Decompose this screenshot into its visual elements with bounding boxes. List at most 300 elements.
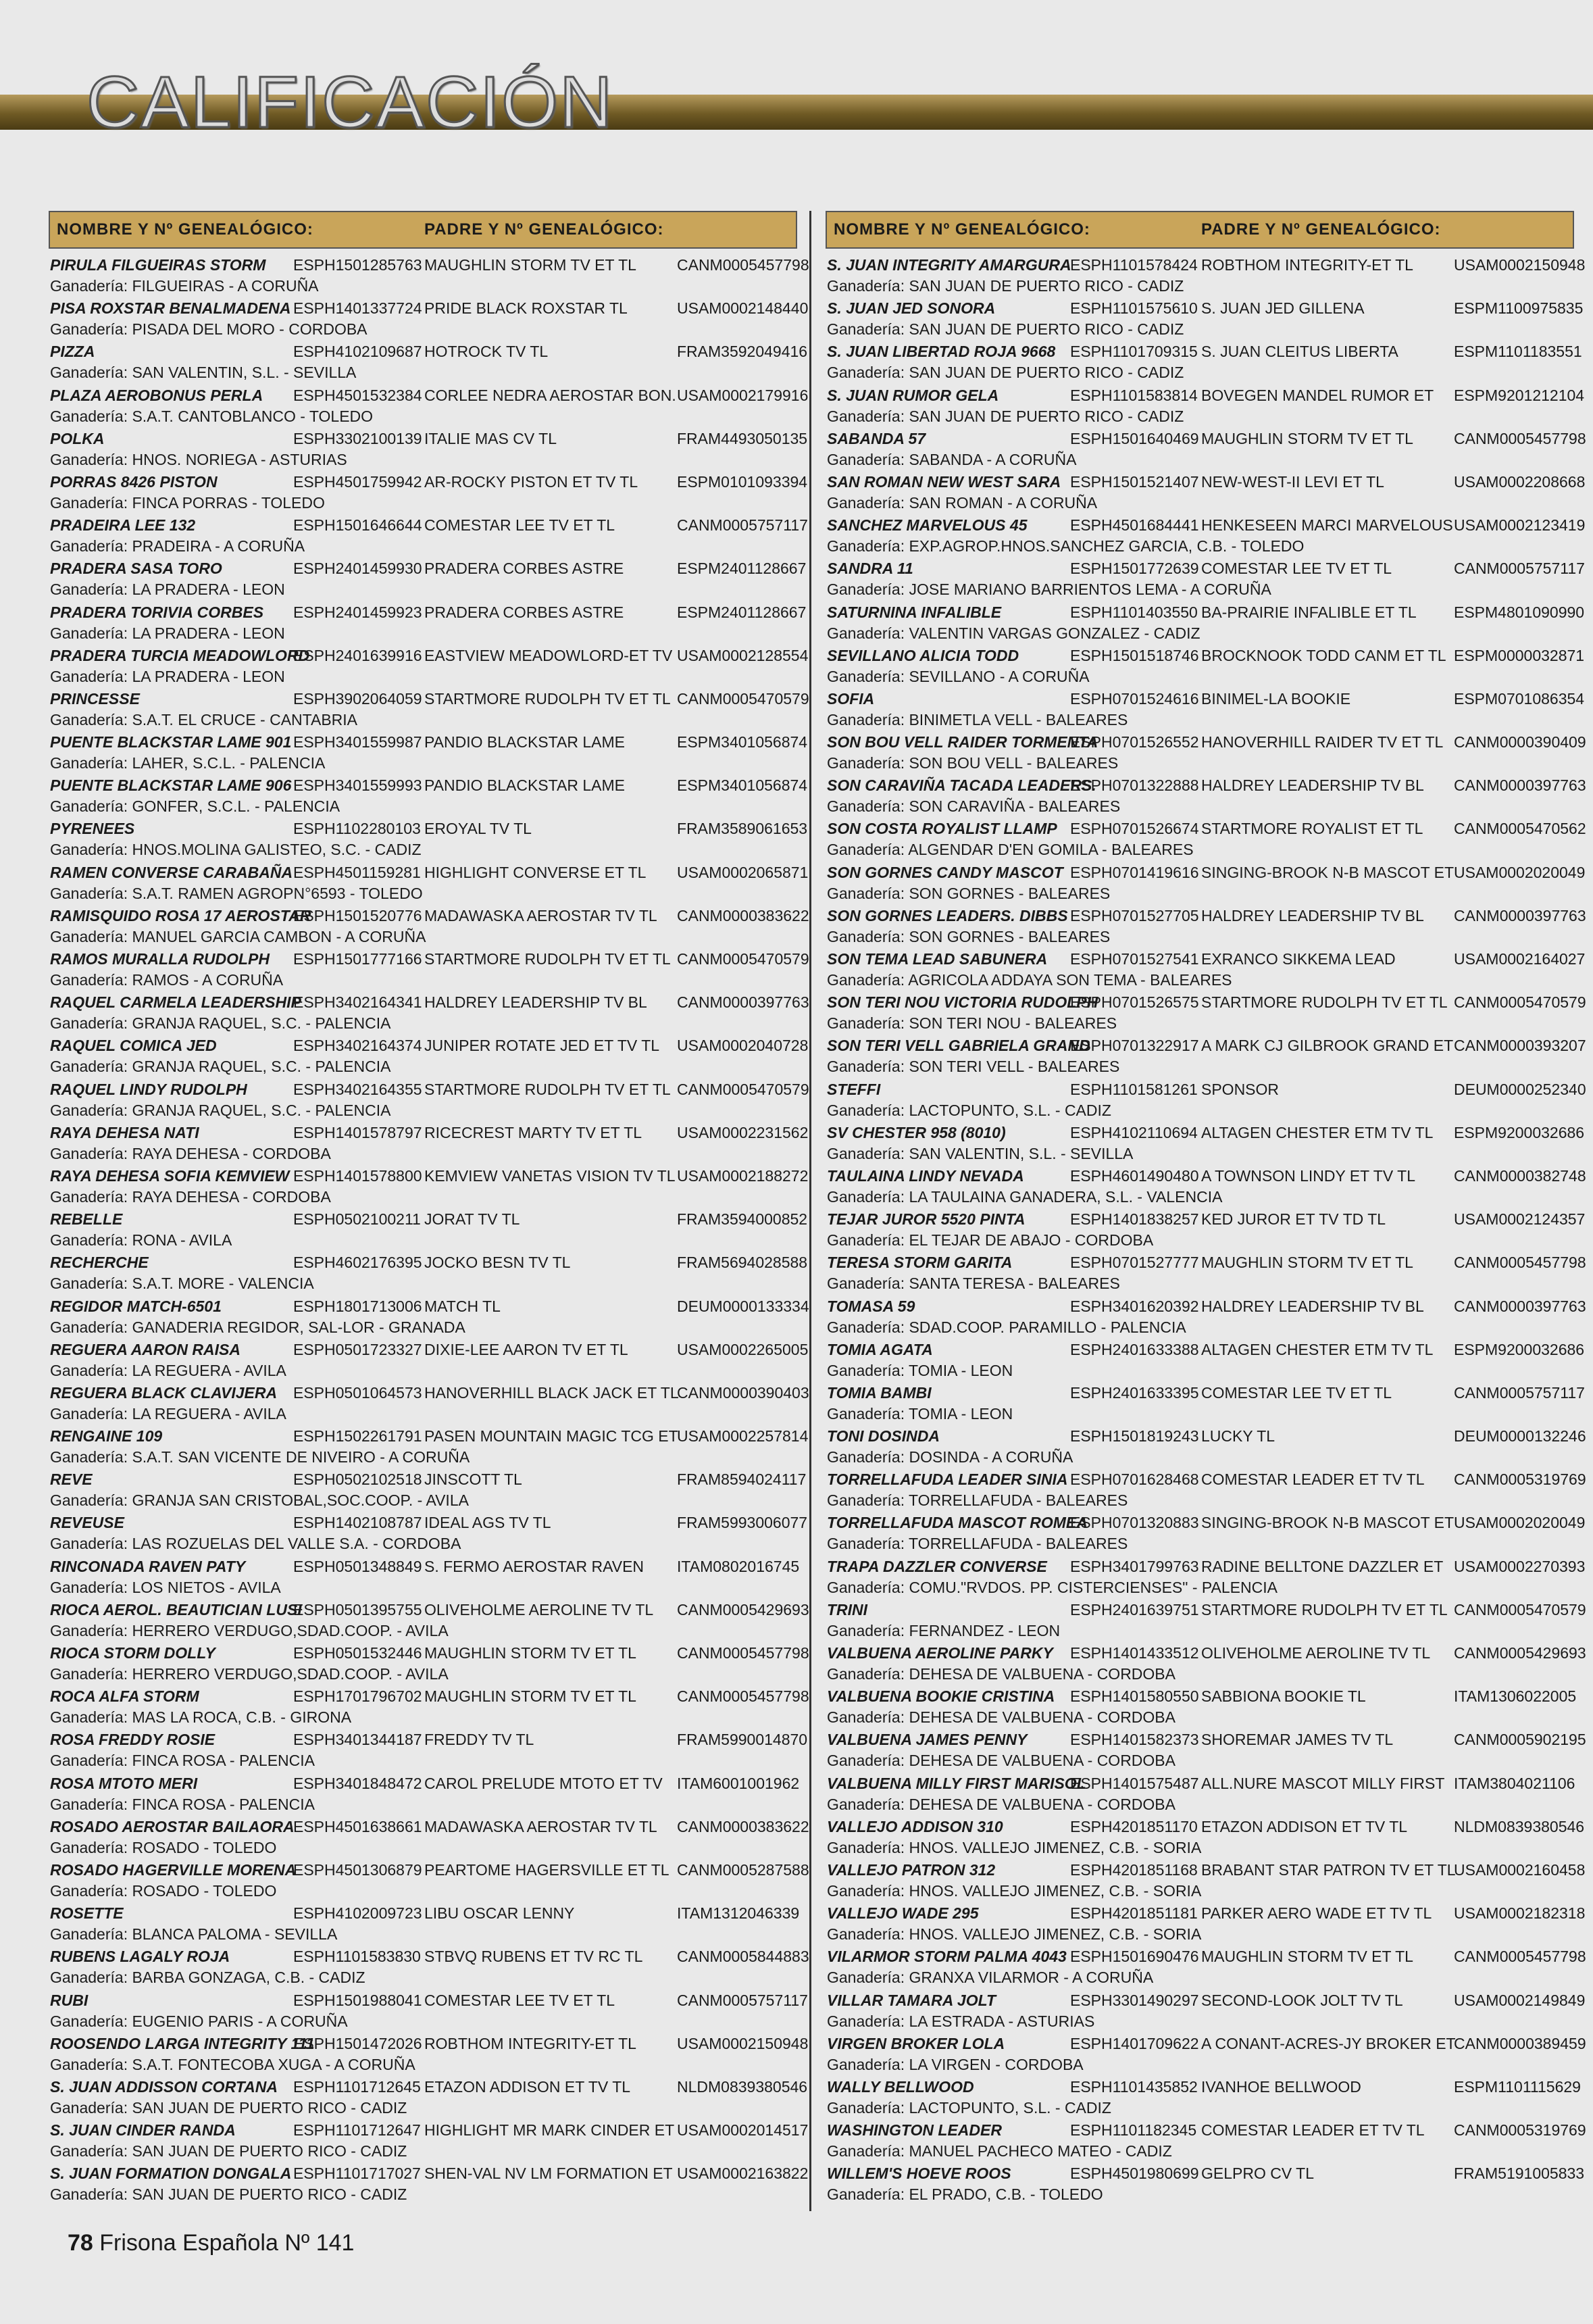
breeder-line: Ganadería: ROSADO - TOLEDO — [50, 1881, 277, 1900]
animal-entry — [826, 1946, 1586, 1989]
sire-name: ITALIE MAS CV TL — [424, 429, 557, 447]
animal-registry: ESPH0701526674 — [1070, 820, 1199, 838]
entry-main-line — [826, 645, 1585, 666]
sire-registry: CANM0000389459 — [1454, 2034, 1586, 2052]
animal-entry — [49, 1859, 809, 1902]
sire-registry: CANM0000390409 — [1454, 733, 1586, 751]
sire-registry: ESPM1101115629 — [1454, 2077, 1581, 2096]
sire-name: COMESTAR LEE TV ET TL — [424, 516, 615, 535]
animal-registry: ESPH0502100211 — [293, 1210, 421, 1229]
sire-name: COMESTAR LEE TV ET TL — [1201, 1383, 1392, 1402]
breeder-line: Ganadería: EUGENIO PARIS - A CORUÑA — [50, 2012, 348, 2030]
animal-registry: ESPH1501988041 — [293, 1991, 422, 2009]
sire-registry: USAM0002128554 — [677, 646, 809, 664]
animal-registry: ESPH1401337724 — [293, 299, 422, 318]
sire-name: SABBIONA BOOKIE TL — [1201, 1687, 1366, 1706]
sire-name: BA-PRAIRIE INFALIBLE ET TL — [1201, 603, 1417, 621]
animal-entry — [49, 1642, 809, 1685]
entry-main-line — [826, 558, 1585, 579]
entry-main-line — [49, 1468, 807, 1490]
sire-name: MATCH TL — [424, 1297, 501, 1315]
animal-name: RENGAINE 109 — [50, 1427, 163, 1445]
animal-entry — [49, 254, 809, 297]
sire-name: ALL.NURE MASCOT MILLY FIRST — [1201, 1774, 1445, 1792]
animal-entry — [826, 1079, 1586, 1122]
animal-name: RAQUEL COMICA JED — [50, 1037, 217, 1055]
sire-registry: USAM0002150948 — [677, 2034, 809, 2052]
animal-name: RAMOS MURALLA RUDOLPH — [50, 950, 270, 968]
breeder-line: Ganadería: LA VIRGEN - CORDOBA — [827, 2055, 1084, 2073]
animal-entry — [826, 385, 1585, 428]
sire-registry: ESPM3401056874 — [677, 733, 808, 751]
animal-registry: ESPH1101717027 — [293, 2165, 421, 2183]
sire-name: PRADERA CORBES ASTRE — [424, 560, 624, 578]
animal-entry — [826, 1816, 1585, 1859]
breeder-line: Ganadería: SAN JUAN DE PUERTO RICO - CADIZ — [50, 2185, 407, 2204]
animal-registry: ESPH3402164341 — [293, 993, 422, 1012]
sire-name: SECOND-LOOK JOLT TV TL — [1201, 1991, 1403, 2009]
entry-main-line — [826, 1295, 1586, 1317]
breeder-line: Ganadería: DEHESA DE VALBUENA - CORDOBA — [827, 1665, 1175, 1683]
entry-main-line — [49, 2033, 809, 2054]
sire-registry: USAM0002014517 — [677, 2121, 809, 2140]
animal-entry — [49, 1468, 807, 1512]
animal-name: VALBUENA MILLY FIRST MARISOL — [827, 1774, 1086, 1792]
sire-registry: CANM0005457798 — [677, 256, 809, 274]
animal-registry: ESPH1501690476 — [1070, 1948, 1199, 1966]
entry-main-line — [826, 1685, 1577, 1707]
sire-name: JORAT TV TL — [424, 1210, 520, 1229]
animal-entry — [826, 645, 1585, 688]
sire-name: SHEN-VAL NV LM FORMATION ET — [424, 2165, 673, 2183]
sire-registry: CANM0005757117 — [677, 516, 808, 535]
breeder-line: Ganadería: LACTOPUNTO, S.L. - CADIZ — [827, 2098, 1111, 2117]
animal-name: PYRENEES — [50, 820, 135, 838]
entry-main-line — [826, 1729, 1586, 1750]
animal-registry: ESPH3401559987 — [293, 733, 422, 751]
animal-name: PUENTE BLACKSTAR LAME 901 — [50, 733, 292, 751]
animal-name: PRADERA TURCIA MEADOWLORD — [50, 646, 310, 664]
animal-entry — [826, 1685, 1577, 1729]
breeder-line: Ganadería: SON GORNES - BALEARES — [827, 927, 1111, 945]
entry-main-line — [49, 1729, 808, 1750]
animal-entry — [49, 991, 809, 1035]
animal-entry — [826, 1339, 1585, 1382]
breeder-line: Ganadería: ROSADO - TOLEDO — [50, 1838, 277, 1856]
sire-name: COMESTAR LEADER ET TV TL — [1201, 2121, 1425, 2140]
breeder-line: Ganadería: EL PRADO, C.B. - TOLEDO — [827, 2185, 1103, 2204]
sire-name: HALDREY LEADERSHIP TV BL — [1201, 906, 1424, 924]
sire-name: CORLEE NEDRA AEROSTAR BON. — [424, 386, 676, 404]
entry-main-line — [49, 385, 809, 406]
breeder-line: Ganadería: SON CARAVIÑA - BALEARES — [827, 797, 1121, 816]
entry-main-line — [826, 1425, 1586, 1447]
animal-registry: ESPH1401580550 — [1070, 1687, 1199, 1706]
sire-name: ROBTHOM INTEGRITY-ET TL — [424, 2034, 636, 2052]
animal-name: ROCA ALFA STORM — [50, 1687, 199, 1706]
entry-main-line — [826, 2162, 1585, 2184]
entry-main-line — [826, 905, 1586, 926]
sire-name: JINSCOTT TL — [424, 1470, 522, 1489]
entry-main-line — [826, 1859, 1586, 1881]
animal-name: S. JUAN CINDER RANDA — [50, 2121, 236, 2140]
animal-registry: ESPH1502261791 — [293, 1427, 422, 1445]
sire-name: PANDIO BLACKSTAR LAME — [424, 733, 625, 751]
sire-registry: CANM0005319769 — [1454, 1470, 1586, 1489]
animal-entry — [826, 1165, 1586, 1208]
sire-registry: FRAM3594000852 — [677, 1210, 808, 1229]
breeder-line: Ganadería: COMU."RVDOS. PP. CISTERCIENSES" - PALENCIA — [827, 1578, 1278, 1596]
page-title: CALIFICACIÓN — [86, 61, 614, 143]
animal-registry: ESPH0501395755 — [293, 1600, 422, 1618]
animal-entry — [826, 1902, 1586, 1946]
entry-main-line — [826, 428, 1586, 449]
sire-registry: FRAM3589061653 — [677, 820, 808, 838]
animal-registry: ESPH3402164355 — [293, 1080, 422, 1098]
animal-name: SANDRA 11 — [827, 560, 913, 578]
animal-entry — [49, 1816, 809, 1859]
entry-main-line — [49, 1252, 808, 1273]
entry-main-line — [826, 471, 1586, 493]
animal-name: S. JUAN JED SONORA — [827, 299, 996, 318]
sire-name: BINIMEL-LA BOOKIE — [1201, 689, 1351, 708]
animal-registry: ESPH3902064059 — [293, 689, 422, 708]
animal-registry: ESPH1401433512 — [1070, 1644, 1199, 1662]
sire-registry: USAM0002179916 — [677, 386, 809, 404]
animal-name: SON CARAVIÑA TACADA LEADERS. — [827, 776, 1096, 795]
entry-main-line — [826, 774, 1586, 796]
animal-registry: ESPH2401459923 — [293, 603, 422, 621]
animal-entry — [826, 1122, 1585, 1165]
entry-main-line — [49, 1989, 808, 2011]
animal-entry — [49, 1556, 800, 1599]
sire-registry: USAM0002188272 — [677, 1166, 809, 1185]
sire-name: KED JUROR ET TV TD TL — [1201, 1210, 1386, 1229]
entry-main-line — [49, 1556, 800, 1577]
breeder-line: Ganadería: PRADEIRA - A CORUÑA — [50, 537, 305, 555]
sire-name: EROYAL TV TL — [424, 820, 532, 838]
animal-entry — [49, 1685, 809, 1729]
sire-name: HOTROCK TV TL — [424, 343, 549, 361]
animal-name: S. JUAN INTEGRITY AMARGURA — [827, 256, 1071, 274]
animal-name: RUBENS LAGALY ROJA — [50, 1948, 230, 1966]
animal-name: ROSETTE — [50, 1904, 124, 1923]
animal-name: SEVILLANO ALICIA TODD — [827, 646, 1019, 664]
animal-name: VALBUENA JAMES PENNY — [827, 1731, 1028, 1749]
animal-name: SANCHEZ MARVELOUS 45 — [827, 516, 1028, 535]
animal-name: RIOCA STORM DOLLY — [50, 1644, 216, 1662]
animal-registry: ESPH0701527705 — [1070, 906, 1199, 924]
breeder-line: Ganadería: HERRERO VERDUGO,SDAD.COOP. - AVILA — [50, 1665, 449, 1683]
animal-registry: ESPH1501640469 — [1070, 429, 1199, 447]
animal-name: WILLEM'S HOEVE ROOS — [827, 2165, 1011, 2183]
animal-name: PUENTE BLACKSTAR LAME 906 — [50, 776, 292, 795]
animal-name: TOMASA 59 — [827, 1297, 915, 1315]
sire-name: MAUGHLIN STORM TV ET TL — [1201, 1254, 1413, 1272]
entry-main-line — [49, 1425, 809, 1447]
sire-name: HANOVERHILL BLACK JACK ET TL — [424, 1383, 679, 1402]
sire-name: COMESTAR LEE TV ET TL — [424, 1991, 615, 2009]
sire-name: FREDDY TV TL — [424, 1731, 534, 1749]
breeder-line: Ganadería: RAYA DEHESA - CORDOBA — [50, 1187, 331, 1206]
animal-name: RAQUEL CARMELA LEADERSHIP — [50, 993, 301, 1012]
sire-name: CAROL PRELUDE MTOTO ET TV — [424, 1774, 663, 1792]
entry-main-line — [826, 601, 1585, 623]
breeder-line: Ganadería: EL TEJAR DE ABAJO - CORDOBA — [827, 1231, 1154, 1250]
entry-main-line — [826, 1165, 1586, 1187]
animal-registry: ESPH0701322888 — [1070, 776, 1199, 795]
animal-entry — [49, 774, 808, 818]
right-column — [826, 211, 1586, 2206]
entry-main-line — [49, 1859, 809, 1881]
sire-name: JOCKO BESN TV TL — [424, 1254, 571, 1272]
sire-registry: CANM0005470579 — [677, 1080, 809, 1098]
sire-registry: CANM0000397763 — [1454, 906, 1586, 924]
sire-name: LIBU OSCAR LENNY — [424, 1904, 575, 1923]
sire-registry: CANM0005470579 — [677, 689, 809, 708]
sire-registry: CANM0005757117 — [677, 1991, 808, 2009]
animal-entry — [49, 1946, 809, 1989]
animal-entry — [49, 2119, 809, 2162]
sire-name: EXRANCO SIKKEMA LEAD — [1201, 950, 1396, 968]
sire-registry: CANM0000383622 — [677, 1817, 809, 1835]
sire-registry: USAM0002149849 — [1454, 1991, 1586, 2009]
breeder-line: Ganadería: HNOS.MOLINA GALISTEO, S.C. - CADIZ — [50, 841, 422, 859]
sire-registry: DEUM0000252340 — [1454, 1080, 1586, 1098]
sire-name: SINGING-BROOK N-B MASCOT ET — [1201, 1514, 1454, 1532]
animal-entry — [49, 731, 808, 774]
animal-entry — [49, 1035, 809, 1078]
sire-name: ALTAGEN CHESTER ETM TV TL — [1201, 1340, 1434, 1358]
entry-main-line — [49, 341, 808, 362]
animal-name: SON TEMA LEAD SABUNERA — [827, 950, 1048, 968]
entry-main-line — [49, 991, 809, 1013]
sire-name: A TOWNSON LINDY ET TV TL — [1201, 1166, 1415, 1185]
breeder-line: Ganadería: SANTA TERESA - BALEARES — [827, 1275, 1120, 1293]
animal-registry: ESPH1101581261 — [1070, 1080, 1198, 1098]
sire-registry: ESPM9200032686 — [1454, 1123, 1585, 1141]
sire-name: S. JUAN CLEITUS LIBERTA — [1201, 343, 1398, 361]
animal-name: SON COSTA ROYALIST LLAMP — [827, 820, 1057, 838]
entry-main-line — [826, 688, 1585, 710]
breeder-line: Ganadería: GONFER, S.C.L. - PALENCIA — [50, 797, 340, 816]
animal-entry — [826, 1642, 1586, 1685]
sire-name: STARTMORE ROYALIST ET TL — [1201, 820, 1423, 838]
sire-registry: FRAM5990014870 — [677, 1731, 808, 1749]
animal-entry — [826, 1556, 1586, 1599]
animal-entry — [49, 905, 809, 948]
entry-main-line — [826, 1079, 1586, 1100]
entry-main-line — [826, 1035, 1586, 1056]
breeder-line: Ganadería: LA PRADERA - LEON — [50, 580, 285, 599]
animal-name: TERESA STORM GARITA — [827, 1254, 1013, 1272]
sire-registry: CANM0005902195 — [1454, 1731, 1586, 1749]
entry-main-line — [49, 1902, 800, 1924]
animal-registry: ESPH4201851181 — [1070, 1904, 1198, 1923]
animal-registry: ESPH1801713006 — [293, 1297, 422, 1315]
animal-registry: ESPH3302100139 — [293, 429, 422, 447]
animal-registry: ESPH4102009723 — [293, 1904, 422, 1923]
animal-entry — [826, 1035, 1586, 1078]
animal-name: VILARMOR STORM PALMA 4043 — [827, 1948, 1067, 1966]
sire-registry: NLDM0839380546 — [1454, 1817, 1585, 1835]
entry-main-line — [49, 297, 809, 319]
animal-registry: ESPH0501532446 — [293, 1644, 422, 1662]
breeder-line: Ganadería: FINCA PORRAS - TOLEDO — [50, 493, 325, 512]
sire-name: BROCKNOOK TODD CANM ET TL — [1201, 646, 1446, 664]
breeder-line: Ganadería: SAN JUAN DE PUERTO RICO - CADIZ — [827, 277, 1184, 295]
sire-name: EASTVIEW MEADOWLORD-ET TV — [424, 646, 673, 664]
sire-name: BRABANT STAR PATRON TV ET TL — [1201, 1860, 1456, 1879]
entry-main-line — [826, 1599, 1586, 1621]
sire-name: OLIVEHOLME AEROLINE TV TL — [424, 1600, 654, 1618]
entry-main-line — [826, 948, 1586, 970]
sire-registry: FRAM5694028588 — [677, 1254, 808, 1272]
entry-main-line — [826, 254, 1586, 276]
sire-name: MADAWASKA AEROSTAR TV TL — [424, 1817, 657, 1835]
entry-main-line — [49, 514, 808, 536]
animal-registry: ESPH1101182345 — [1070, 2121, 1197, 2140]
sire-name: PRADERA CORBES ASTRE — [424, 603, 624, 621]
animal-registry: ESPH0701628468 — [1070, 1470, 1199, 1489]
animal-entry — [826, 991, 1586, 1035]
animal-entry — [49, 428, 808, 471]
breeder-line: Ganadería: GRANJA RAQUEL, S.C. - PALENCIA — [50, 1058, 391, 1076]
animal-entry — [49, 1425, 809, 1468]
sire-name: PANDIO BLACKSTAR LAME — [424, 776, 625, 795]
animal-entry — [49, 1339, 809, 1382]
animal-entry — [49, 341, 808, 384]
animal-registry: ESPH4201851168 — [1070, 1860, 1198, 1879]
animal-name: ROSA MTOTO MERI — [50, 1774, 198, 1792]
animal-name: VILLAR TAMARA JOLT — [827, 1991, 996, 2009]
animal-name: VALLEJO WADE 295 — [827, 1904, 979, 1923]
animal-registry: ESPH1102280103 — [293, 820, 421, 838]
sire-name: ROBTHOM INTEGRITY-ET TL — [1201, 256, 1413, 274]
breeder-line: Ganadería: S.A.T. CANTOBLANCO - TOLEDO — [50, 407, 374, 425]
sire-registry: ESPM3401056874 — [677, 776, 808, 795]
animal-name: TONI DOSINDA — [827, 1427, 940, 1445]
entry-main-line — [49, 601, 807, 623]
breeder-line: Ganadería: HERRERO VERDUGO,SDAD.COOP. - AVILA — [50, 1621, 449, 1639]
animal-entry — [826, 1512, 1586, 1555]
animal-registry: ESPH1101709315 — [1070, 343, 1198, 361]
breeder-line: Ganadería: SEVILLANO - A CORUÑA — [827, 667, 1090, 685]
entry-main-line — [49, 471, 808, 493]
animal-entry — [49, 385, 809, 428]
animal-entry — [826, 862, 1586, 905]
animal-name: REGIDOR MATCH-6501 — [50, 1297, 222, 1315]
sire-name: SINGING-BROOK N-B MASCOT ET — [1201, 863, 1454, 881]
animal-entry — [826, 948, 1586, 991]
animal-entry — [826, 601, 1585, 645]
animal-entry — [49, 2033, 809, 2076]
breeder-line: Ganadería: MANUEL PACHECO MATEO - CADIZ — [827, 2142, 1172, 2160]
breeder-line: Ganadería: SAN JUAN DE PUERTO RICO - CADIZ — [827, 364, 1184, 382]
animal-name: PRADEIRA LEE 132 — [50, 516, 196, 535]
sire-registry: ESPM4801090990 — [1454, 603, 1585, 621]
animal-entry — [49, 297, 809, 341]
entry-list — [826, 254, 1586, 2206]
breeder-line: Ganadería: MANUEL GARCIA CAMBON - A CORUÑA — [50, 927, 426, 945]
breeder-line: Ganadería: SAN ROMAN - A CORUÑA — [827, 493, 1098, 512]
left-column — [49, 211, 809, 2206]
animal-entry — [49, 1512, 808, 1555]
animal-name: TORRELLAFUDA LEADER SINIA — [827, 1470, 1068, 1489]
sire-name: HALDREY LEADERSHIP TV BL — [1201, 1297, 1424, 1315]
sire-registry: CANM0005457798 — [677, 1687, 809, 1706]
sire-name: MAUGHLIN STORM TV ET TL — [424, 1687, 636, 1706]
breeder-line: Ganadería: HNOS. NORIEGA - ASTURIAS — [50, 450, 347, 468]
animal-registry: ESPH1701796702 — [293, 1687, 422, 1706]
sire-registry: USAM0002065871 — [677, 863, 809, 881]
entry-main-line — [826, 1642, 1586, 1664]
breeder-line: Ganadería: LA TAULAINA GANADERA, S.L. - VALENCIA — [827, 1187, 1223, 1206]
sire-registry: USAM0002257814 — [677, 1427, 809, 1445]
animal-entry — [826, 2119, 1586, 2162]
entry-main-line — [826, 1208, 1586, 1230]
sire-registry: ESPM9201212104 — [1454, 386, 1585, 404]
animal-entry — [826, 2162, 1585, 2206]
entry-main-line — [49, 1816, 809, 1837]
column-divider — [809, 211, 811, 2211]
sire-name: IVANHOE BELLWOOD — [1201, 2077, 1361, 2096]
animal-name: POLKA — [50, 429, 105, 447]
sire-registry: USAM0002231562 — [677, 1123, 809, 1141]
animal-registry: ESPH0701527541 — [1070, 950, 1199, 968]
animal-entry — [826, 297, 1584, 341]
sire-name: HALDREY LEADERSHIP TV BL — [1201, 776, 1424, 795]
animal-name: WALLY BELLWOOD — [827, 2077, 974, 2096]
sire-name: MADAWASKA AEROSTAR TV TL — [424, 906, 657, 924]
entry-main-line — [49, 862, 809, 883]
breeder-line: Ganadería: SABANDA - A CORUÑA — [827, 450, 1077, 468]
breeder-line: Ganadería: MAS LA ROCA, C.B. - GIRONA — [50, 1708, 352, 1727]
animal-entry — [826, 1252, 1586, 1295]
animal-name: TOMIA BAMBI — [827, 1383, 932, 1402]
breeder-line: Ganadería: SAN VALENTIN, S.L. - SEVILLA — [50, 364, 357, 382]
entry-main-line — [49, 1339, 809, 1360]
breeder-line: Ganadería: RONA - AVILA — [50, 1231, 232, 1250]
sire-registry: USAM0002182318 — [1454, 1904, 1586, 1923]
breeder-line: Ganadería: HNOS. VALLEJO JIMENEZ, C.B. - SORIA — [827, 1881, 1202, 1900]
sire-registry: FRAM5191005833 — [1454, 2165, 1585, 2183]
sire-name: A CONANT-ACRES-JY BROKER ET — [1201, 2034, 1456, 2052]
breeder-line: Ganadería: PISADA DEL MORO - CORDOBA — [50, 320, 368, 339]
animal-registry: ESPH1401575487 — [1070, 1774, 1199, 1792]
entry-list — [49, 254, 809, 2206]
animal-entry — [49, 2076, 808, 2119]
animal-registry: ESPH1501521407 — [1070, 472, 1199, 491]
breeder-line: Ganadería: SON BOU VELL - BALEARES — [827, 754, 1119, 772]
animal-entry — [49, 862, 809, 905]
breeder-line: Ganadería: ALGENDAR D'EN GOMILA - BALEARES — [827, 841, 1194, 859]
animal-registry: ESPH0701526552 — [1070, 733, 1199, 751]
sire-registry: ITAM0802016745 — [677, 1557, 800, 1575]
entry-main-line — [49, 2119, 809, 2141]
entry-main-line — [49, 1208, 808, 1230]
entry-main-line — [826, 2119, 1586, 2141]
sire-name: MAUGHLIN STORM TV ET TL — [424, 256, 636, 274]
entry-main-line — [826, 1773, 1574, 1794]
entry-main-line — [49, 1035, 809, 1056]
animal-entry — [826, 688, 1585, 731]
sire-registry: USAM0002270393 — [1454, 1557, 1586, 1575]
animal-entry — [826, 1729, 1586, 1772]
animal-registry: ESPH0701322917 — [1070, 1037, 1199, 1055]
breeder-line: Ganadería: LOS NIETOS - AVILA — [50, 1578, 281, 1596]
sire-registry: ESPM1100975835 — [1454, 299, 1584, 318]
